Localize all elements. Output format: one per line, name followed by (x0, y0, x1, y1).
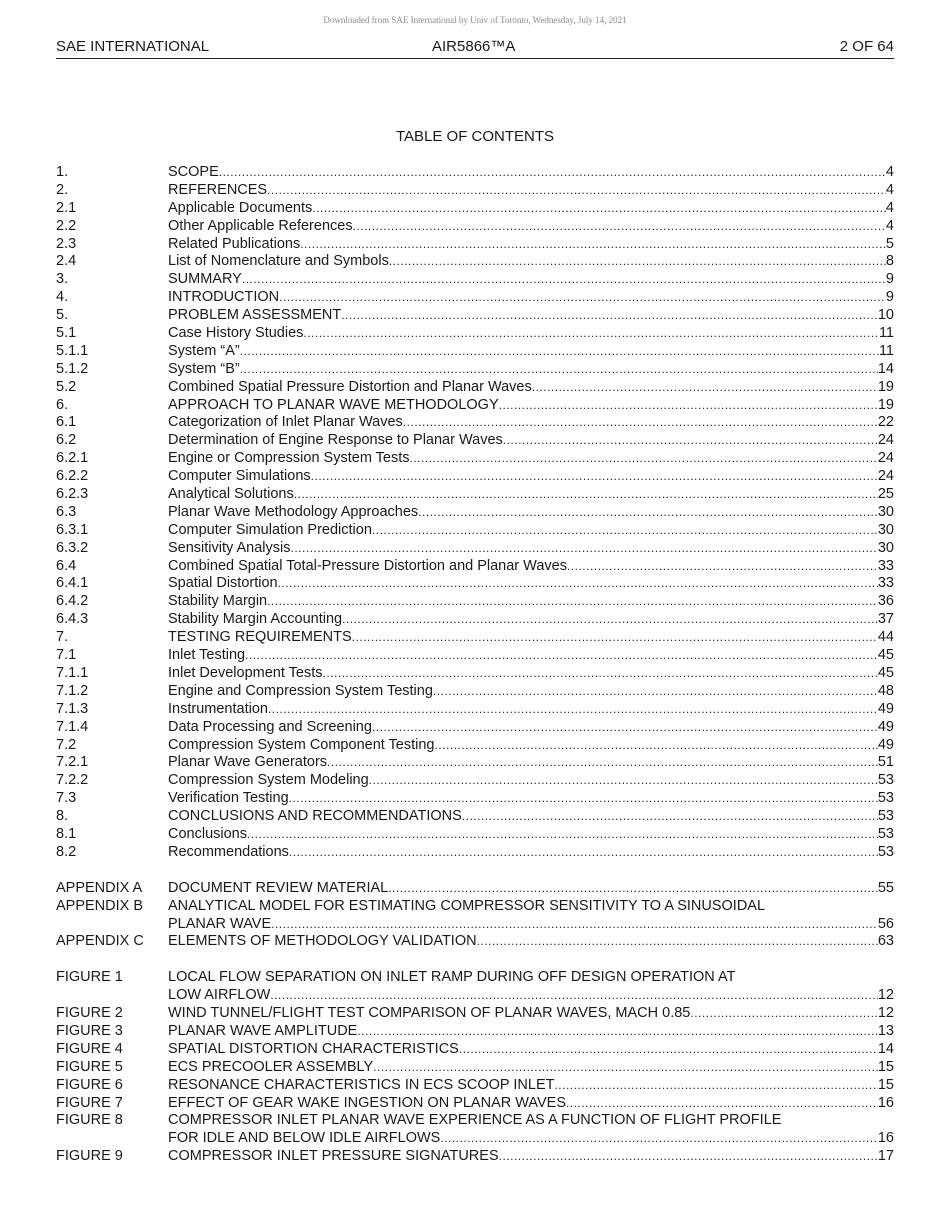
dot-leader (499, 397, 878, 415)
toc-title-text: COMPRESSOR INLET PRESSURE SIGNATURES (168, 1148, 499, 1165)
toc-row[interactable] (56, 1059, 894, 1077)
toc-title-text: WIND TUNNEL/FLIGHT TEST COMPARISON OF PLANAR WAVES, MACH 0.85 (168, 1005, 691, 1022)
toc-number: 7.1.4 (56, 718, 89, 735)
toc-page-number: 19 (877, 396, 894, 413)
toc-page-number: 55 (877, 879, 894, 896)
toc-title-text: APPROACH TO PLANAR WAVE METHODOLOGY (168, 396, 499, 413)
toc-number: APPENDIX A (56, 879, 143, 896)
toc-title-text: CONCLUSIONS AND RECOMMENDATIONS (168, 808, 462, 825)
toc-number: 2.2 (56, 217, 77, 234)
toc-number: 7.3 (56, 790, 77, 807)
dot-leader (267, 182, 886, 200)
toc-number: 6.4.2 (56, 593, 89, 610)
toc-page-number: 24 (877, 432, 894, 449)
toc-row-continuation[interactable] (56, 1130, 894, 1148)
toc-title-text: Compression System Modeling (168, 772, 369, 789)
toc-number: 6.3 (56, 503, 77, 520)
toc-title-text: Instrumentation (168, 700, 268, 717)
dot-leader (532, 379, 878, 397)
toc-number: 5.1.2 (56, 360, 89, 377)
toc-row[interactable] (56, 1041, 894, 1059)
toc-page-number: 25 (877, 486, 894, 503)
toc-row[interactable] (56, 933, 894, 951)
toc-row[interactable] (56, 414, 894, 432)
toc-page-number: 44 (877, 629, 894, 646)
toc-page-number: 45 (877, 664, 894, 681)
toc-title-text: Verification Testing (168, 790, 289, 807)
toc-title-text: Planar Wave Methodology Approaches (168, 503, 419, 520)
toc-row-continuation[interactable] (56, 916, 894, 934)
toc-title-text: SPATIAL DISTORTION CHARACTERISTICS (168, 1040, 459, 1057)
toc-page-number: 16 (877, 1130, 894, 1147)
toc-page-number: 24 (877, 468, 894, 485)
toc-number: APPENDIX C (56, 933, 144, 950)
dot-leader (268, 701, 878, 719)
toc-title-text: Analytical Solutions (168, 486, 294, 503)
dot-leader (219, 164, 886, 182)
toc-page-number: 9 (885, 271, 894, 288)
dot-leader (342, 611, 878, 629)
toc-page-number: 5 (885, 235, 894, 252)
dot-leader (300, 236, 886, 254)
dot-leader (357, 1023, 878, 1041)
toc-number: 6.4 (56, 557, 77, 574)
toc-title-text: ELEMENTS OF METHODOLOGY VALIDATION (168, 933, 477, 950)
toc-row[interactable] (56, 1112, 894, 1130)
dot-leader (435, 737, 878, 755)
toc-number: 2.4 (56, 253, 77, 270)
toc-number: 6.3.1 (56, 521, 89, 538)
toc-row[interactable] (56, 397, 894, 415)
toc-row[interactable] (56, 325, 894, 343)
toc-row[interactable] (56, 629, 894, 647)
toc-title-text: PROBLEM ASSESSMENT (168, 307, 342, 324)
toc-title-text: ECS PRECOOLER ASSEMBLY (168, 1058, 374, 1075)
toc-title-text: PLANAR WAVE AMPLITUDE (168, 1022, 358, 1039)
toc-row[interactable] (56, 450, 894, 468)
toc-number: APPENDIX B (56, 897, 144, 914)
dot-leader (352, 629, 878, 647)
toc-row[interactable] (56, 772, 894, 790)
toc-row[interactable] (56, 880, 894, 898)
toc-row[interactable] (56, 289, 894, 307)
dot-leader (278, 575, 878, 593)
toc-title-text: Sensitivity Analysis (168, 539, 291, 556)
toc-number: 8.1 (56, 825, 77, 842)
toc-title-text: COMPRESSOR INLET PLANAR WAVE EXPERIENCE AS A FUNCTION OF FLIGHT PROFILE (168, 1112, 782, 1129)
toc-number: FIGURE 2 (56, 1005, 123, 1022)
toc-title-text: Determination of Engine Response to Planar Waves (168, 432, 503, 449)
toc-number: 3. (56, 271, 69, 288)
toc-page-number: 10 (877, 307, 894, 324)
toc-title: TABLE OF CONTENTS (395, 128, 555, 145)
toc-number: 7.1.2 (56, 682, 89, 699)
dot-leader (279, 289, 886, 307)
toc-page-number: 12 (877, 1005, 894, 1022)
toc-number: FIGURE 9 (56, 1148, 123, 1165)
dot-leader (418, 504, 878, 522)
dot-leader (690, 1005, 877, 1023)
toc-number: FIGURE 8 (56, 1112, 123, 1129)
toc-number: 2. (56, 181, 69, 198)
toc-row[interactable] (56, 504, 894, 522)
toc-number: 5. (56, 307, 69, 324)
toc-number: FIGURE 7 (56, 1094, 123, 1111)
header-document-number: AIR5866™A (432, 38, 516, 55)
dot-leader (341, 307, 878, 325)
toc-page-number: 16 (877, 1094, 894, 1111)
toc-title-text: Stability Margin (168, 593, 268, 610)
toc-number: 7.1 (56, 647, 77, 664)
toc-row[interactable] (56, 361, 894, 379)
toc-row[interactable] (56, 1148, 894, 1166)
toc-page-number: 12 (877, 987, 894, 1004)
toc-number: FIGURE 3 (56, 1022, 123, 1039)
toc-title-text: Recommendations (168, 843, 289, 860)
toc-number: 2.3 (56, 235, 77, 252)
toc-number: 6.2.1 (56, 450, 89, 467)
dot-leader (311, 468, 878, 486)
toc-title-text: Conclusions (168, 825, 247, 842)
toc-title-text: SUMMARY (168, 271, 242, 288)
toc-number: 5.1 (56, 325, 77, 342)
toc-row[interactable] (56, 969, 894, 987)
dot-leader (245, 647, 878, 665)
toc-title-text: Case History Studies (168, 325, 304, 342)
toc-page-number: 51 (877, 754, 894, 771)
toc-page-number: 53 (877, 843, 894, 860)
header-organization: SAE INTERNATIONAL (56, 38, 210, 55)
dot-leader (240, 361, 878, 379)
toc-row[interactable] (56, 737, 894, 755)
dot-leader (433, 683, 878, 701)
toc-row[interactable] (56, 164, 894, 182)
toc-row[interactable] (56, 719, 894, 737)
toc-row[interactable] (56, 1077, 894, 1095)
dot-leader (303, 325, 879, 343)
toc-number: 6.1 (56, 414, 77, 431)
toc-page-number: 11 (878, 325, 894, 342)
toc-row[interactable] (56, 486, 894, 504)
toc-number: 4. (56, 289, 69, 306)
toc-title-text: Inlet Testing (168, 647, 246, 664)
toc-row[interactable] (56, 307, 894, 325)
toc-row[interactable] (56, 1095, 894, 1113)
download-watermark: Downloaded from SAE International by Univ of Toronto, Wednesday, July 14, 2021 (323, 15, 627, 25)
dot-leader (372, 522, 878, 540)
toc-number: 1. (56, 164, 69, 180)
toc-page-number: 30 (877, 521, 894, 538)
toc-number: 6.3.2 (56, 539, 89, 556)
toc-page-number: 33 (877, 575, 894, 592)
dot-leader (270, 987, 878, 1005)
toc-row[interactable] (56, 593, 894, 611)
toc-title-text: Compression System Component Testing (168, 736, 435, 753)
toc-row[interactable] (56, 218, 894, 236)
toc-row[interactable] (56, 665, 894, 683)
toc-page-number: 30 (877, 503, 894, 520)
toc-page-number: 53 (877, 790, 894, 807)
toc-number: 7.2.2 (56, 772, 89, 789)
toc-row[interactable] (56, 540, 894, 558)
toc-number: FIGURE 4 (56, 1040, 123, 1057)
toc-title-text: INTRODUCTION (168, 289, 280, 306)
toc-title-text: REFERENCES (168, 181, 268, 198)
dot-leader (477, 933, 878, 951)
toc-number: 5.1.1 (56, 342, 89, 359)
toc-title-text: Computer Simulations (168, 468, 311, 485)
toc-title-text: List of Nomenclature and Symbols (168, 253, 389, 270)
dot-leader (554, 1077, 877, 1095)
toc-title-text: System “B” (168, 360, 240, 377)
toc-title-text: Spatial Distortion (168, 575, 278, 592)
toc-row[interactable] (56, 826, 894, 844)
toc-row[interactable] (56, 1023, 894, 1041)
toc-number: 7. (56, 629, 69, 646)
toc-row[interactable] (56, 575, 894, 593)
toc-title-text: Combined Spatial Total-Pressure Distortion and Planar Waves (168, 557, 567, 574)
toc-number: FIGURE 6 (56, 1076, 123, 1093)
toc-page-number: 48 (877, 682, 894, 699)
toc-title-text: Computer Simulation Prediction (168, 521, 372, 538)
toc-title-text: SCOPE (168, 164, 219, 180)
toc-row[interactable] (56, 522, 894, 540)
toc-title-text: System “A” (168, 342, 240, 359)
page-header (56, 38, 894, 59)
toc-number: 6.2 (56, 432, 77, 449)
toc-page-number: 53 (877, 808, 894, 825)
dot-leader (369, 772, 878, 790)
toc-number: 6.2.3 (56, 486, 89, 503)
toc-row-continuation[interactable] (56, 987, 894, 1005)
toc-page-number: 30 (877, 539, 894, 556)
toc-row[interactable] (56, 790, 894, 808)
toc-page-number: 63 (877, 933, 894, 950)
toc-number: 8.2 (56, 843, 77, 860)
toc-page-number: 45 (877, 647, 894, 664)
toc-page-number: 33 (877, 557, 894, 574)
toc-title-text: Other Applicable References (168, 217, 353, 234)
dot-leader (373, 1059, 878, 1077)
toc-page-number: 15 (877, 1058, 894, 1075)
dot-leader (289, 790, 878, 808)
toc-page-number: 37 (877, 611, 894, 628)
dot-leader (388, 880, 878, 898)
toc-number: 6. (56, 396, 69, 413)
toc-row[interactable] (56, 701, 894, 719)
toc-page-number: 4 (885, 164, 894, 180)
toc-title-text: LOCAL FLOW SEPARATION ON INLET RAMP DURING OFF DESIGN OPERATION AT (168, 969, 736, 986)
toc-title-text: ANALYTICAL MODEL FOR ESTIMATING COMPRESSOR SENSITIVITY TO A SINUSOIDAL (168, 897, 766, 914)
dot-leader (267, 593, 878, 611)
toc-page-number: 14 (877, 360, 894, 377)
dot-leader (389, 253, 886, 271)
dot-leader (403, 414, 878, 432)
toc-number: FIGURE 1 (56, 969, 123, 986)
toc-title-text: Combined Spatial Pressure Distortion and Planar Waves (168, 378, 532, 395)
toc-number: 7.2.1 (56, 754, 89, 771)
toc-page-number: 49 (877, 736, 894, 753)
dot-leader (462, 808, 878, 826)
toc-page-number: 49 (877, 718, 894, 735)
toc-page-number: 4 (885, 199, 894, 216)
dot-leader (240, 343, 879, 361)
toc-row[interactable] (56, 468, 894, 486)
dot-leader (440, 1130, 878, 1148)
toc-page-number: 4 (885, 217, 894, 234)
dot-leader (567, 558, 878, 576)
toc-page-number: 15 (877, 1076, 894, 1093)
toc-page-number: 36 (877, 593, 894, 610)
toc-page-number: 9 (885, 289, 894, 306)
dot-leader (410, 450, 878, 468)
toc-page-number: 11 (878, 342, 894, 359)
toc-title-text: Related Publications (168, 235, 301, 252)
toc-number: FIGURE 5 (56, 1058, 123, 1075)
toc-row[interactable] (56, 432, 894, 450)
toc-page-number: 8 (885, 253, 894, 270)
dot-leader (271, 916, 878, 934)
toc-row[interactable] (56, 182, 894, 200)
toc-number: 8. (56, 808, 69, 825)
toc-page-number: 53 (877, 772, 894, 789)
toc-title-text: DOCUMENT REVIEW MATERIAL (168, 879, 389, 896)
dot-leader (247, 826, 878, 844)
toc-row[interactable] (56, 611, 894, 629)
table-of-contents (56, 164, 894, 1166)
toc-page-number: 19 (877, 378, 894, 395)
toc-title-text: Engine or Compression System Tests (168, 450, 410, 467)
toc-title-text: PLANAR WAVE (168, 915, 272, 932)
toc-row[interactable] (56, 683, 894, 701)
header-page-number: 2 OF 64 (839, 38, 894, 55)
toc-row[interactable] (56, 236, 894, 254)
toc-number: 6.4.1 (56, 575, 89, 592)
toc-row[interactable] (56, 271, 894, 289)
dot-leader (322, 665, 877, 683)
dot-leader (353, 218, 886, 236)
toc-row[interactable] (56, 1005, 894, 1023)
toc-number: 7.1.1 (56, 664, 89, 681)
toc-page-number: 14 (877, 1040, 894, 1057)
toc-row[interactable] (56, 558, 894, 576)
dot-leader (242, 271, 886, 289)
dot-leader (499, 1148, 878, 1166)
toc-number: 6.2.2 (56, 468, 89, 485)
dot-leader (459, 1041, 878, 1059)
toc-number: 5.2 (56, 378, 77, 395)
toc-row[interactable] (56, 647, 894, 665)
toc-title-text: Engine and Compression System Testing (168, 682, 433, 699)
toc-title-text: Data Processing and Screening (168, 718, 372, 735)
toc-row[interactable] (56, 343, 894, 361)
toc-page-number: 24 (877, 450, 894, 467)
toc-title-text: Planar Wave Generators (168, 754, 328, 771)
toc-title-text: Categorization of Inlet Planar Waves (168, 414, 403, 431)
toc-row[interactable] (56, 754, 894, 772)
toc-number: 6.4.3 (56, 611, 89, 628)
toc-title-text: Stability Margin Accounting (168, 611, 343, 628)
toc-page-number: 13 (877, 1022, 894, 1039)
dot-leader (294, 486, 878, 504)
toc-title-text: TESTING REQUIREMENTS (168, 629, 352, 646)
toc-page-number: 56 (877, 915, 894, 932)
toc-row[interactable] (56, 253, 894, 271)
dot-leader (291, 540, 878, 558)
toc-title-text: FOR IDLE AND BELOW IDLE AIRFLOWS (168, 1130, 441, 1147)
dot-leader (312, 200, 886, 218)
toc-title-text: Applicable Documents (168, 199, 313, 216)
toc-number: 2.1 (56, 199, 77, 216)
toc-row[interactable] (56, 844, 894, 862)
toc-row[interactable] (56, 898, 894, 916)
toc-page-number: 53 (877, 825, 894, 842)
toc-title-text: RESONANCE CHARACTERISTICS IN ECS SCOOP INLET (168, 1076, 555, 1093)
dot-leader (372, 719, 878, 737)
toc-title-text: Inlet Development Tests (168, 664, 323, 681)
dot-leader (566, 1095, 878, 1113)
toc-page-number: 49 (877, 700, 894, 717)
toc-page-number: 17 (877, 1148, 894, 1165)
toc-page-number: 4 (885, 181, 894, 198)
toc-number: 7.1.3 (56, 700, 89, 717)
dot-leader (327, 754, 878, 772)
toc-title-text: LOW AIRFLOW (168, 987, 271, 1004)
toc-row[interactable] (56, 379, 894, 397)
toc-number: 7.2 (56, 736, 77, 753)
dot-leader (503, 432, 878, 450)
toc-page-number: 22 (877, 414, 894, 431)
toc-row[interactable] (56, 808, 894, 826)
dot-leader (289, 844, 878, 862)
toc-row[interactable] (56, 200, 894, 218)
toc-title-text: EFFECT OF GEAR WAKE INGESTION ON PLANAR WAVES (168, 1094, 566, 1111)
